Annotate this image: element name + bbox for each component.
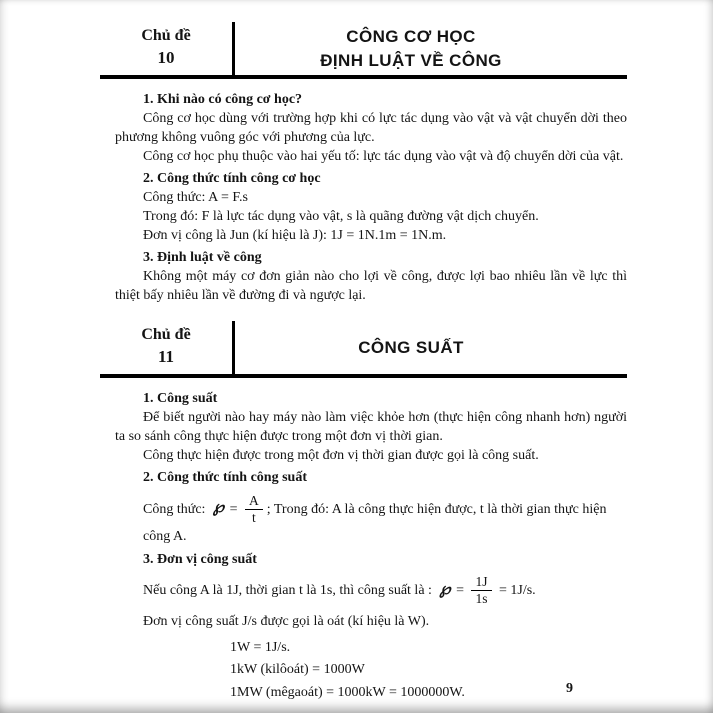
unit-line: 1W = 1J/s.: [230, 640, 291, 656]
section-heading: 2. Công thức tính công suất: [143, 470, 307, 486]
chapter-number: 10: [157, 48, 175, 67]
separator: ;: [266, 501, 271, 517]
body-paragraph: Trong đó: F là lực tác dụng vào vật, s là quãng đường vật dịch chuyển.: [143, 209, 539, 225]
power-symbol: ℘: [212, 499, 225, 517]
chapter-10-title: [235, 22, 627, 75]
unit-line: 1kW (kilôoát) = 1000W: [230, 662, 365, 678]
chapter-11-title: [235, 321, 627, 374]
page-number: 9: [566, 681, 573, 696]
chapter-10-section: [115, 90, 627, 305]
fraction-denominator: t: [251, 509, 256, 525]
power-formula: [115, 492, 627, 546]
formula-prefix: Công thức:: [143, 501, 206, 517]
chapter-label: Chủ đề: [141, 27, 191, 44]
section-heading: 1. Công suất: [143, 391, 218, 407]
body-paragraph: Công cơ học dùng với trường hợp khi có lực tác dụng vào vật và vật chuyển dời theo phương không vuông góc với phương của lực.: [115, 111, 627, 146]
chapter-title-line: CÔNG SUẤT: [358, 337, 464, 357]
section-heading: 1. Khi nào có công cơ học?: [143, 92, 303, 107]
body-paragraph: Công thực hiện được trong một đơn vị thời gian được gọi là công suất.: [143, 448, 539, 464]
chapter-10-header: [100, 22, 627, 79]
chapter-title-line: ĐỊNH LUẬT VỀ CÔNG: [320, 50, 502, 70]
fraction-numerator: 1J: [471, 575, 491, 591]
section-heading: 3. Đơn vị công suất: [143, 551, 257, 567]
formula-result: = 1J/s.: [499, 582, 536, 598]
chapter-11-header: [100, 321, 627, 378]
section-heading: 2. Công thức tính công cơ học: [143, 171, 321, 187]
formula-explanation: Trong đó: A là công thực hiện được, t là thời gian thực hiện công A.: [143, 501, 607, 544]
unit-formula: [115, 573, 627, 608]
chapter-11-section: [115, 389, 627, 703]
body-paragraph: Đơn vị công là Jun (kí hiệu là J): 1J = 1N.1m = 1N.m.: [143, 228, 447, 244]
equals-sign: =: [229, 501, 238, 517]
fraction-numerator: A: [245, 494, 263, 510]
chapter-11-box: [100, 321, 232, 374]
fraction-denominator: 1s: [475, 591, 488, 607]
formula-fraction: [245, 494, 263, 525]
chapter-title-line: CÔNG CƠ HỌC: [346, 26, 476, 46]
chapter-label: Chủ đề: [141, 326, 191, 344]
unit-line: 1MW (mêgaoát) = 1000kW = 1000000W.: [230, 684, 465, 700]
body-paragraph: Không một máy cơ đơn giản nào cho lợi về công, được lợi bao nhiêu lần về lực thì thiệt bấy nhiêu lần về đường đi và ngược lại.: [115, 269, 627, 304]
equals-sign: =: [456, 582, 464, 598]
section-heading: 3. Định luật về công: [143, 250, 262, 266]
power-symbol: ℘: [439, 580, 451, 598]
formula-fraction: [471, 575, 491, 606]
body-paragraph: Để biết người nào hay máy nào làm việc khỏe hơn (thực hiện công nhanh hơn) người ta so sánh công thực hiện được trong một đơn vị thời gian.: [115, 410, 627, 445]
chapter-10-box: [100, 22, 232, 75]
chapter-number: 11: [157, 347, 175, 367]
formula-prefix: Nếu công A là 1J, thời gian t là 1s, thì công suất là :: [143, 582, 432, 598]
formula-text: Công thức: A = F.s: [143, 190, 248, 206]
body-paragraph: Công cơ học phụ thuộc vào hai yếu tố: lực tác dụng vào vật và độ chuyển dời của vật.: [143, 149, 624, 165]
body-paragraph: Đơn vị công suất J/s được gọi là oát (kí hiệu là W).: [143, 614, 430, 630]
